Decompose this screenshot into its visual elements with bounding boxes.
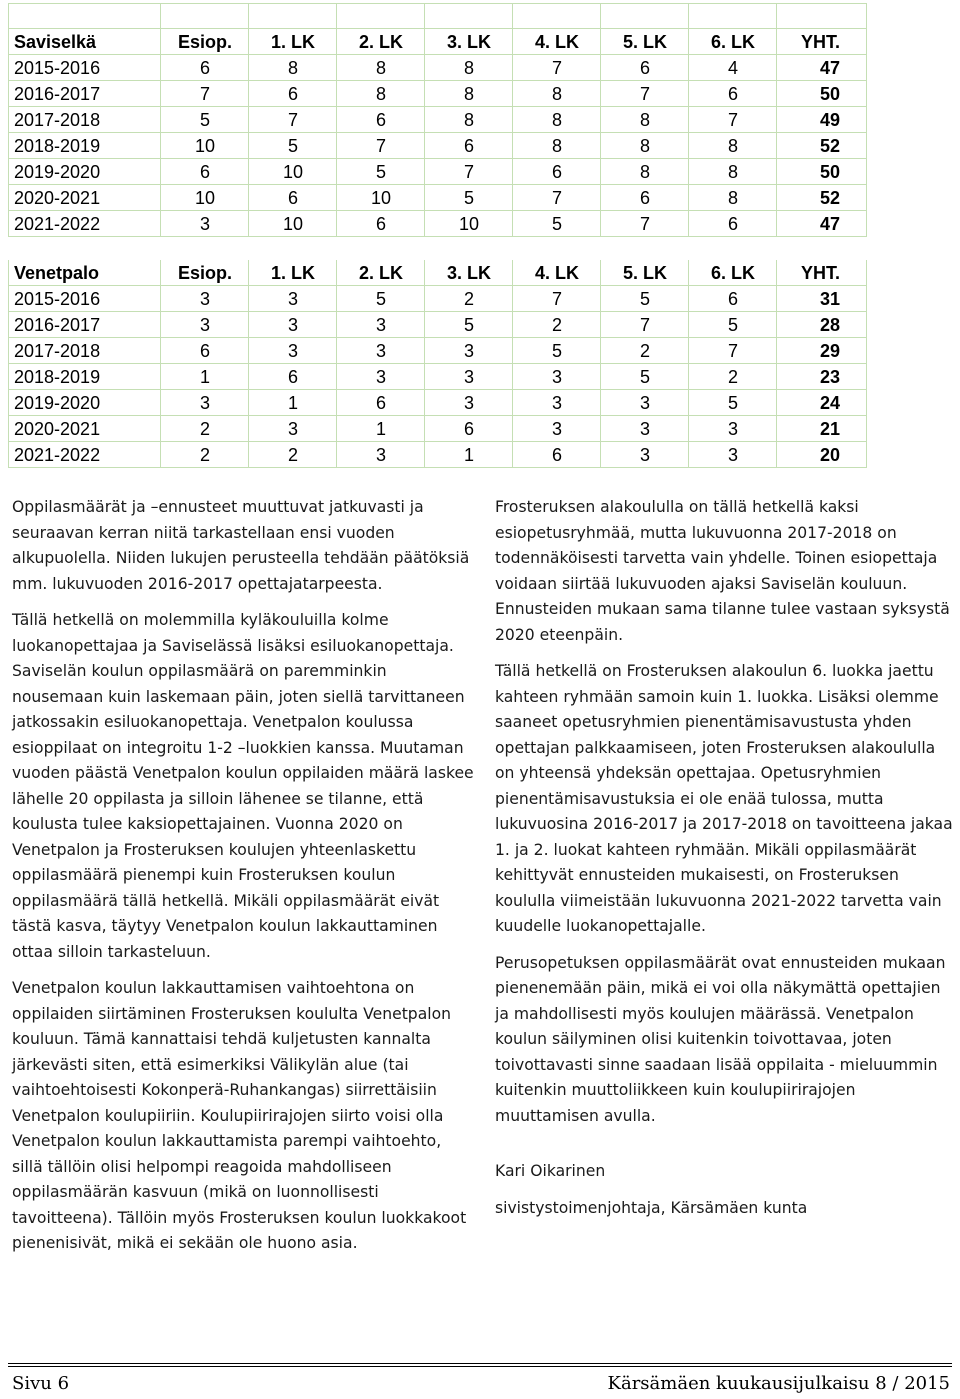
count-cell: 8 <box>689 133 777 159</box>
table-header-row <box>9 29 867 55</box>
total-cell: 28 <box>777 312 867 338</box>
paragraph: Tällä hetkellä on molemmilla kyläkouluilla kolme luokanopettajaa ja Saviselässä lisäksi esiluokanopettaja. Saviselän koulun oppilasmäärä on paremminkin nousemaan kuin laskemaan päin, joten siellä tarvittaneen jatkossakin esiluokanopettaja. Venetpalon koulussa esioppilaat on integroitu 1-2 –luokkien kanssa. Muutaman vuoden päästä Venetpalon koulun oppilaiden määrä laskee lähelle 20 oppilasta ja silloin lähenee se tilanne, että koulusta tulee kaksiopettajainen. Vuonna 2020 on Venetpalon ja Frosteruksen koulujen yhteenlaskettu oppilasmäärä pienempi kuin Frosteruksen koulun oppilasmäärä tällä hetkellä. Mikäli oppilasmäärät eivät tästä kasva, täytyy Venetpalon koulun lakkauttaminen ottaa silloin tarkasteluun. <box>12 611 474 961</box>
count-cell: 6 <box>513 442 601 468</box>
count-cell: 10 <box>161 133 249 159</box>
count-cell: 3 <box>161 286 249 312</box>
paragraph: Oppilasmäärät ja –ennusteet muuttuvat jatkuvasti ja seuraavan kerran niitä tarkastellaan ensi vuoden alkupuolella. Niiden lukujen perusteella tehdään päätöksiä mm. lukuvuoden 2016-2017 opettajatarpeesta. <box>12 498 470 593</box>
table-row <box>9 286 867 312</box>
count-cell: 3 <box>249 416 337 442</box>
count-cell: 2 <box>689 364 777 390</box>
count-cell: 8 <box>601 133 689 159</box>
count-cell: 2 <box>425 286 513 312</box>
table-body <box>9 4 867 237</box>
count-cell: 5 <box>689 312 777 338</box>
table-row <box>9 312 867 338</box>
year-cell: 2018-2019 <box>9 364 161 390</box>
count-cell: 7 <box>601 211 689 237</box>
count-cell: 5 <box>601 286 689 312</box>
table-body <box>9 260 867 468</box>
table-row <box>9 55 867 81</box>
header-cell: Saviselkä <box>9 29 161 55</box>
header-cell: Esiop. <box>161 29 249 55</box>
year-cell: 2016-2017 <box>9 81 161 107</box>
count-cell: 1 <box>425 442 513 468</box>
count-cell: 3 <box>601 442 689 468</box>
count-cell: 6 <box>161 338 249 364</box>
count-cell: 3 <box>161 312 249 338</box>
header-cell: 4. LK <box>513 29 601 55</box>
count-cell: 4 <box>689 55 777 81</box>
count-cell: 7 <box>249 107 337 133</box>
table-row <box>9 185 867 211</box>
count-cell: 3 <box>425 364 513 390</box>
count-cell: 6 <box>689 211 777 237</box>
count-cell: 5 <box>601 364 689 390</box>
header-cell: YHT. <box>777 260 867 286</box>
total-cell: 50 <box>777 81 867 107</box>
total-cell: 47 <box>777 211 867 237</box>
table-row <box>9 133 867 159</box>
count-cell: 10 <box>249 211 337 237</box>
count-cell: 5 <box>249 133 337 159</box>
count-cell: 2 <box>513 312 601 338</box>
count-cell: 5 <box>337 286 425 312</box>
count-cell: 3 <box>513 390 601 416</box>
count-cell: 3 <box>249 286 337 312</box>
paragraph: Venetpalon koulun lakkauttamisen vaihtoehtona on oppilaiden siirtäminen Frosteruksen koululta Venetpalon kouluun. Tämä kannattaisi tehdä kuljetusten kannalta järkevästi siten, että esimerkiksi Välikylän alue (tai vaihtoehtoisesti Kokonperä-Ruhankangas) siirrettäisiin Venetpalon koulupiiriin. Koulupiirirajojen siirto voisi olla Venetpalon koulun lakkauttamista parempi vaihtoehto, sillä tällöin olisi helpompi reagoida mahdolliseen oppilasmäärän kasvuun (mikä on luonnollisesti tavoitteena). Tällöin myös Frosteruksen koulun luokkakoot pienenisivät, mikä ei sekään ole huono asia. <box>12 979 467 1252</box>
count-cell: 3 <box>249 312 337 338</box>
count-cell: 6 <box>425 133 513 159</box>
count-cell: 5 <box>337 159 425 185</box>
table-spacer-row <box>9 4 867 29</box>
table-row <box>9 159 867 185</box>
count-cell: 3 <box>337 312 425 338</box>
year-cell: 2015-2016 <box>9 55 161 81</box>
count-cell: 8 <box>689 185 777 211</box>
count-cell: 8 <box>337 81 425 107</box>
count-cell: 6 <box>601 55 689 81</box>
count-cell: 3 <box>337 364 425 390</box>
count-cell: 3 <box>601 390 689 416</box>
header-cell: 6. LK <box>689 29 777 55</box>
total-cell: 31 <box>777 286 867 312</box>
table-row <box>9 364 867 390</box>
header-cell: 1. LK <box>249 260 337 286</box>
count-cell: 8 <box>249 55 337 81</box>
count-cell: 1 <box>249 390 337 416</box>
header-cell: YHT. <box>777 29 867 55</box>
count-cell: 6 <box>513 159 601 185</box>
table-row <box>9 390 867 416</box>
table-row <box>9 211 867 237</box>
count-cell: 6 <box>337 390 425 416</box>
count-cell: 3 <box>513 364 601 390</box>
year-cell: 2018-2019 <box>9 133 161 159</box>
year-cell: 2019-2020 <box>9 159 161 185</box>
saviselka-enrollment-table <box>8 3 867 237</box>
count-cell: 2 <box>249 442 337 468</box>
count-cell: 6 <box>161 159 249 185</box>
header-cell: 5. LK <box>601 29 689 55</box>
count-cell: 7 <box>601 81 689 107</box>
count-cell: 6 <box>689 286 777 312</box>
count-cell: 7 <box>425 159 513 185</box>
page-number: Sivu 6 <box>12 1373 70 1394</box>
count-cell: 8 <box>425 81 513 107</box>
count-cell: 8 <box>425 55 513 81</box>
count-cell: 5 <box>513 211 601 237</box>
total-cell: 29 <box>777 338 867 364</box>
count-cell: 5 <box>689 390 777 416</box>
year-cell: 2017-2018 <box>9 107 161 133</box>
count-cell: 3 <box>249 338 337 364</box>
count-cell: 8 <box>513 107 601 133</box>
left-text-column <box>12 495 474 1268</box>
count-cell: 3 <box>601 416 689 442</box>
count-cell: 1 <box>337 416 425 442</box>
year-cell: 2021-2022 <box>9 211 161 237</box>
publication-name: Kärsämäen kuukausijulkaisu 8 / 2015 <box>607 1373 950 1394</box>
year-cell: 2015-2016 <box>9 286 161 312</box>
count-cell: 3 <box>161 211 249 237</box>
count-cell: 10 <box>249 159 337 185</box>
count-cell: 3 <box>513 416 601 442</box>
total-cell: 23 <box>777 364 867 390</box>
year-cell: 2020-2021 <box>9 185 161 211</box>
count-cell: 6 <box>337 107 425 133</box>
count-cell: 8 <box>601 159 689 185</box>
count-cell: 8 <box>689 159 777 185</box>
count-cell: 10 <box>425 211 513 237</box>
signature-name: Kari Oikarinen <box>495 1162 606 1180</box>
table-row <box>9 442 867 468</box>
count-cell: 3 <box>161 390 249 416</box>
header-cell: 2. LK <box>337 29 425 55</box>
count-cell: 3 <box>337 338 425 364</box>
count-cell: 8 <box>513 81 601 107</box>
header-cell: 3. LK <box>425 260 513 286</box>
count-cell: 6 <box>337 211 425 237</box>
count-cell: 3 <box>425 338 513 364</box>
total-cell: 21 <box>777 416 867 442</box>
count-cell: 7 <box>689 107 777 133</box>
header-cell: 3. LK <box>425 29 513 55</box>
table-header-row <box>9 260 867 286</box>
header-cell: Esiop. <box>161 260 249 286</box>
count-cell: 2 <box>601 338 689 364</box>
count-cell: 7 <box>513 55 601 81</box>
count-cell: 6 <box>249 364 337 390</box>
count-cell: 8 <box>425 107 513 133</box>
count-cell: 5 <box>425 312 513 338</box>
paragraph: Tällä hetkellä on Frosteruksen alakoulun 6. luokka jaettu kahteen ryhmään samoin kuin 1. luokka. Lisäksi olemme saaneet opetusryhmien pienentämisavustusta yhden opettajan palkkaamiseen, joten Frosteruksen alakoululla on yhteensä yhdeksän opettajaa. Opetusryhmien pienentämisavustuksia ei ole enää tulossa, mutta lukuvuosina 2016-2017 ja 2017-2018 on tavoitteena jakaa 1. ja 2. luokat kahteen ryhmään. Mikäli oppilasmäärät kehittyvät ennusteiden mukaisesti, on Frosteruksen koululla viimeistään lukuvuonna 2021-2022 tarvetta vain kuudelle luokanopettajalle. <box>495 662 953 935</box>
count-cell: 5 <box>513 338 601 364</box>
count-cell: 6 <box>249 81 337 107</box>
total-cell: 20 <box>777 442 867 468</box>
count-cell: 7 <box>513 185 601 211</box>
year-cell: 2021-2022 <box>9 442 161 468</box>
count-cell: 3 <box>425 390 513 416</box>
count-cell: 2 <box>161 416 249 442</box>
count-cell: 7 <box>513 286 601 312</box>
count-cell: 8 <box>337 55 425 81</box>
year-cell: 2019-2020 <box>9 390 161 416</box>
count-cell: 7 <box>601 312 689 338</box>
count-cell: 10 <box>337 185 425 211</box>
header-cell: 4. LK <box>513 260 601 286</box>
year-cell: 2016-2017 <box>9 312 161 338</box>
total-cell: 52 <box>777 133 867 159</box>
count-cell: 6 <box>689 81 777 107</box>
venetpalo-enrollment-table <box>8 260 867 468</box>
count-cell: 3 <box>337 442 425 468</box>
total-cell: 24 <box>777 390 867 416</box>
table-row <box>9 81 867 107</box>
count-cell: 3 <box>689 442 777 468</box>
header-cell: 5. LK <box>601 260 689 286</box>
count-cell: 8 <box>601 107 689 133</box>
header-cell: 2. LK <box>337 260 425 286</box>
year-cell: 2017-2018 <box>9 338 161 364</box>
table-row <box>9 107 867 133</box>
header-cell: 1. LK <box>249 29 337 55</box>
footer-divider <box>8 1363 952 1364</box>
footer-divider <box>8 1366 952 1367</box>
count-cell: 5 <box>161 107 249 133</box>
count-cell: 7 <box>689 338 777 364</box>
count-cell: 6 <box>249 185 337 211</box>
count-cell: 5 <box>425 185 513 211</box>
count-cell: 7 <box>337 133 425 159</box>
right-text-column <box>495 495 953 1232</box>
total-cell: 49 <box>777 107 867 133</box>
count-cell: 7 <box>161 81 249 107</box>
paragraph: Perusopetuksen oppilasmäärät ovat ennusteiden mukaan pienenemään päin, mikä ei voi olla näkymättä opettajien ja mahdollisesti myös koulujen määrässä. Venetpalon koulun säilyminen olisi kuitenkin toivottavaa, joten toivottavasti sinne saadaan lisää oppilaita - mieluummin kuitenkin muuttoliikkeen kuin koulupiirirajojen muuttamisen avulla. <box>495 953 946 1125</box>
count-cell: 2 <box>161 442 249 468</box>
count-cell: 1 <box>161 364 249 390</box>
count-cell: 3 <box>689 416 777 442</box>
table-row <box>9 338 867 364</box>
count-cell: 6 <box>161 55 249 81</box>
count-cell: 6 <box>425 416 513 442</box>
header-cell: Venetpalo <box>9 260 161 286</box>
total-cell: 52 <box>777 185 867 211</box>
signature-title: sivistystoimenjohtaja, Kärsämäen kunta <box>495 1198 808 1217</box>
count-cell: 10 <box>161 185 249 211</box>
count-cell: 6 <box>601 185 689 211</box>
total-cell: 50 <box>777 159 867 185</box>
header-cell: 6. LK <box>689 260 777 286</box>
paragraph: Frosteruksen alakoululla on tällä hetkellä kaksi esiopetusryhmää, mutta lukuvuonna 2017-2018 on todennäköisesti tarvetta vain yhdelle. Toinen esiopettaja voidaan siirtää lukuvuoden ajaksi Saviselän kouluun. Ennusteiden mukaan sama tilanne tulee vastaan syksystä 2020 eteenpäin. <box>495 498 950 644</box>
year-cell: 2020-2021 <box>9 416 161 442</box>
count-cell: 8 <box>513 133 601 159</box>
total-cell: 47 <box>777 55 867 81</box>
table-row <box>9 416 867 442</box>
